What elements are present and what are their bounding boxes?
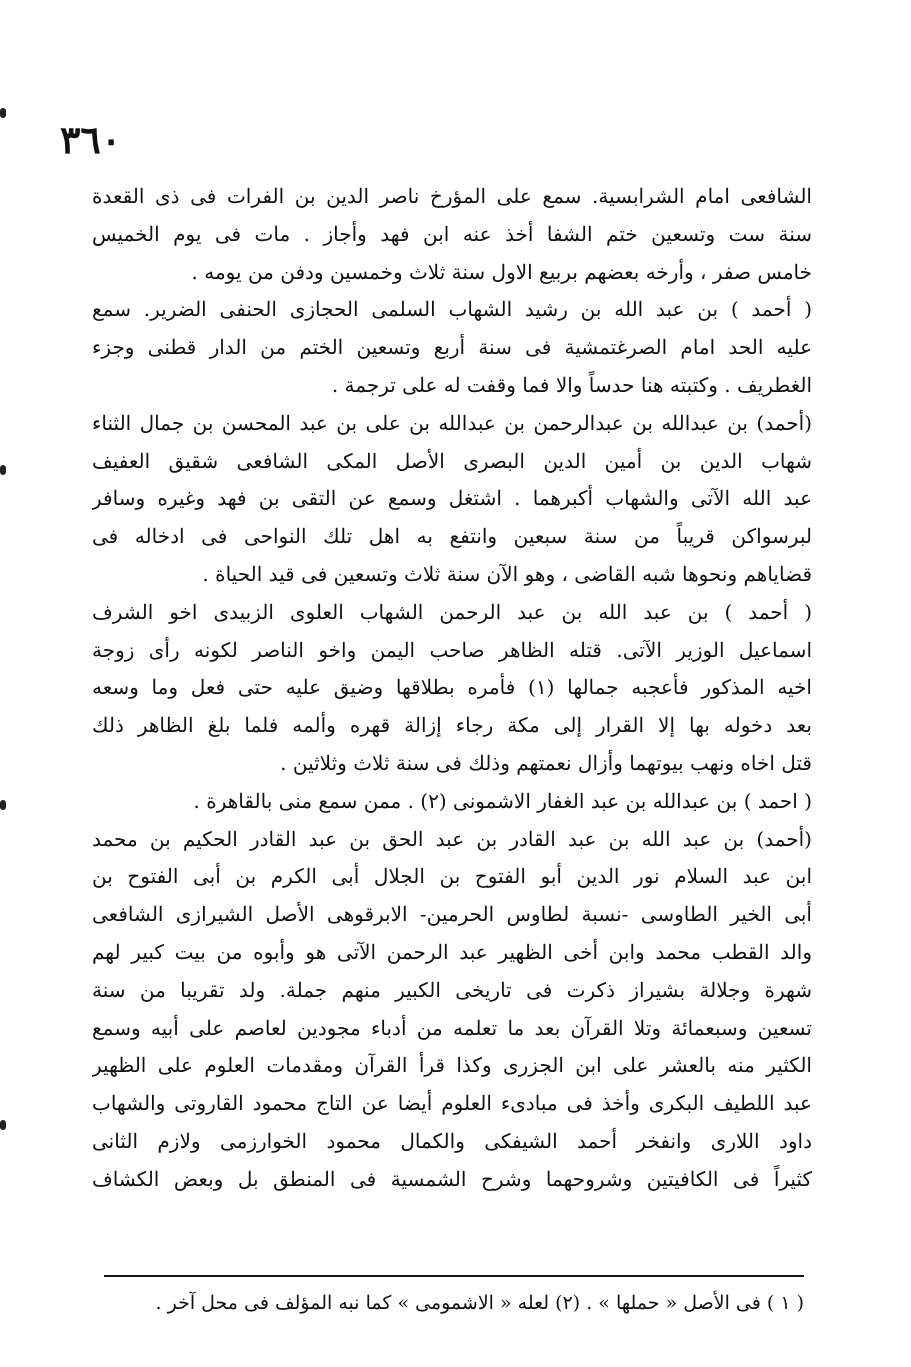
text-line: قتل اخاه ونهب بيوتهما وأزال نعمتهم وذلك فى سنة ثلاث وثلاثين . xyxy=(280,750,812,775)
margin-mark xyxy=(0,1120,6,1130)
text-line: سنة ست وتسعين ختم الشفا أخذ عنه ابن فهد وأجاز . مات فى يوم الخميس xyxy=(92,221,812,246)
text-line: (أحمد) بن عبدالله بن عبدالرحمن بن عبدالله بن على بن عبد المحسن بن جمال الثناء xyxy=(92,410,812,435)
text-line: الشافعى امام الشرابسية. سمع على المؤرخ ناصر الدين بن الفرات فى ذى القعدة xyxy=(92,184,812,208)
page-number: ٣٦٠ xyxy=(60,117,122,162)
text-line: عليه الحد امام الصرغتمشية فى سنة أربع وتسعين الختم من الدار قطنى وجزء xyxy=(92,335,812,360)
text-line: ( احمد ) بن عبدالله بن عبد الغفار الاشمونى (٢) . ممن سمع منى بالقاهرة . xyxy=(193,788,812,813)
text-line: عبد الله الآتى والشهاب أكبرهما . اشتغل وسمع عن التقى بن فهد وغيره وسافر xyxy=(92,486,812,511)
text-line: داود اللارى وانفخر أحمد الشيفكى والكمال محمود الخوارزمى ولازم الثانى xyxy=(92,1128,812,1153)
main-text xyxy=(92,178,812,1199)
text-line: تسعين وسبعمائة وتلا القرآن بعد ما تعلمه من أدباء مجودين لعاصم على أبيه وسمع xyxy=(92,1015,812,1040)
text-line: قضاياهم ونحوها شبه القاضى ، وهو الآن سنة ثلاث وتسعين فى قيد الحياة . xyxy=(202,561,812,586)
margin-mark xyxy=(0,800,6,810)
text-line: اخيه المذكور فأعجبه جمالها (١) فأمره بطلاقها وضيق عليه حتى فعل وما وسعه xyxy=(92,675,812,700)
text-line: أبى الخير الطاوسى -نسبة لطاوس الحرمين- الابرقوهى الأصل الشيرازى الشافعى xyxy=(92,902,812,927)
text-line: اسماعيل الوزير الآتى. قتله الظاهر صاحب اليمن واخو الناصر لكونه رأى زوجة xyxy=(92,637,812,662)
text-line: ابن عبد السلام نور الدين أبو الفتوح بن الجلال أبى الكرم بن أبى الفتوح بن xyxy=(92,864,812,889)
text-line: ( أحمد ) بن عبد الله بن رشيد الشهاب السلمى الحجازى الحنفى الضرير. سمع xyxy=(92,297,812,322)
text-line: عبد اللطيف البكرى وأخذ فى مبادىء العلوم أيضا عن التاج محمود القاروتى والشهاب xyxy=(92,1091,812,1116)
text-line: شهاب الدين بن أمين الدين البصرى الأصل المكى الشافعى شقيق العفيف xyxy=(92,448,812,473)
text-line: الغطريف . وكتبته هنا حدساً والا فما وقفت له على ترجمة . xyxy=(331,372,812,397)
text-line: الكثير منه بالعشر على ابن الجزرى وكذا قرأ القرآن ومقدمات العلوم على الظهير xyxy=(92,1053,812,1078)
text-line: بعد دخوله بها إلا القرار إلى مكة رجاء إزالة قهره وألمه فلما بلغ الظاهر ذلك xyxy=(92,713,812,738)
text-line: خامس صفر ، وأرخه بعضهم بربيع الاول سنة ثلاث وخمسين ودفن من يومه . xyxy=(191,259,812,284)
footnote: ( ١ ) فى الأصل « حملها » . (٢) لعله « الاشمومى » كما نبه المؤلف فى محل آخر . xyxy=(155,1292,804,1314)
text-line: (أحمد) بن عبد الله بن عبد القادر بن عبد الحق بن عبد القادر الحكيم بن محمد xyxy=(92,826,812,851)
text-line: لبرسواكن قريباً من سنة سبعين وانتفع به اهل تلك النواحى فى ادخاله فى xyxy=(92,524,812,549)
margin-mark xyxy=(0,108,6,118)
text-line: كثيراً فى الكافيتين وشروحهما وشرح الشمسية فى المنطق بل وبعض الكشاف xyxy=(92,1166,812,1191)
footnote-divider xyxy=(104,1275,804,1277)
text-line: والد القطب محمد وابن أخى الظهير عبد الرحمن الآتى هو وأبوه من بيت كبير لهم xyxy=(92,939,812,964)
text-line: ( أحمد ) بن عبد الله بن عبد الرحمن الشهاب العلوى الزبيدى اخو الشرف xyxy=(92,599,812,624)
margin-mark xyxy=(0,465,6,475)
text-line: شهرة وجلالة بشيراز ذكرت فى تاريخى الكبير منهم جملة. ولد تقريبا من سنة xyxy=(92,977,812,1002)
